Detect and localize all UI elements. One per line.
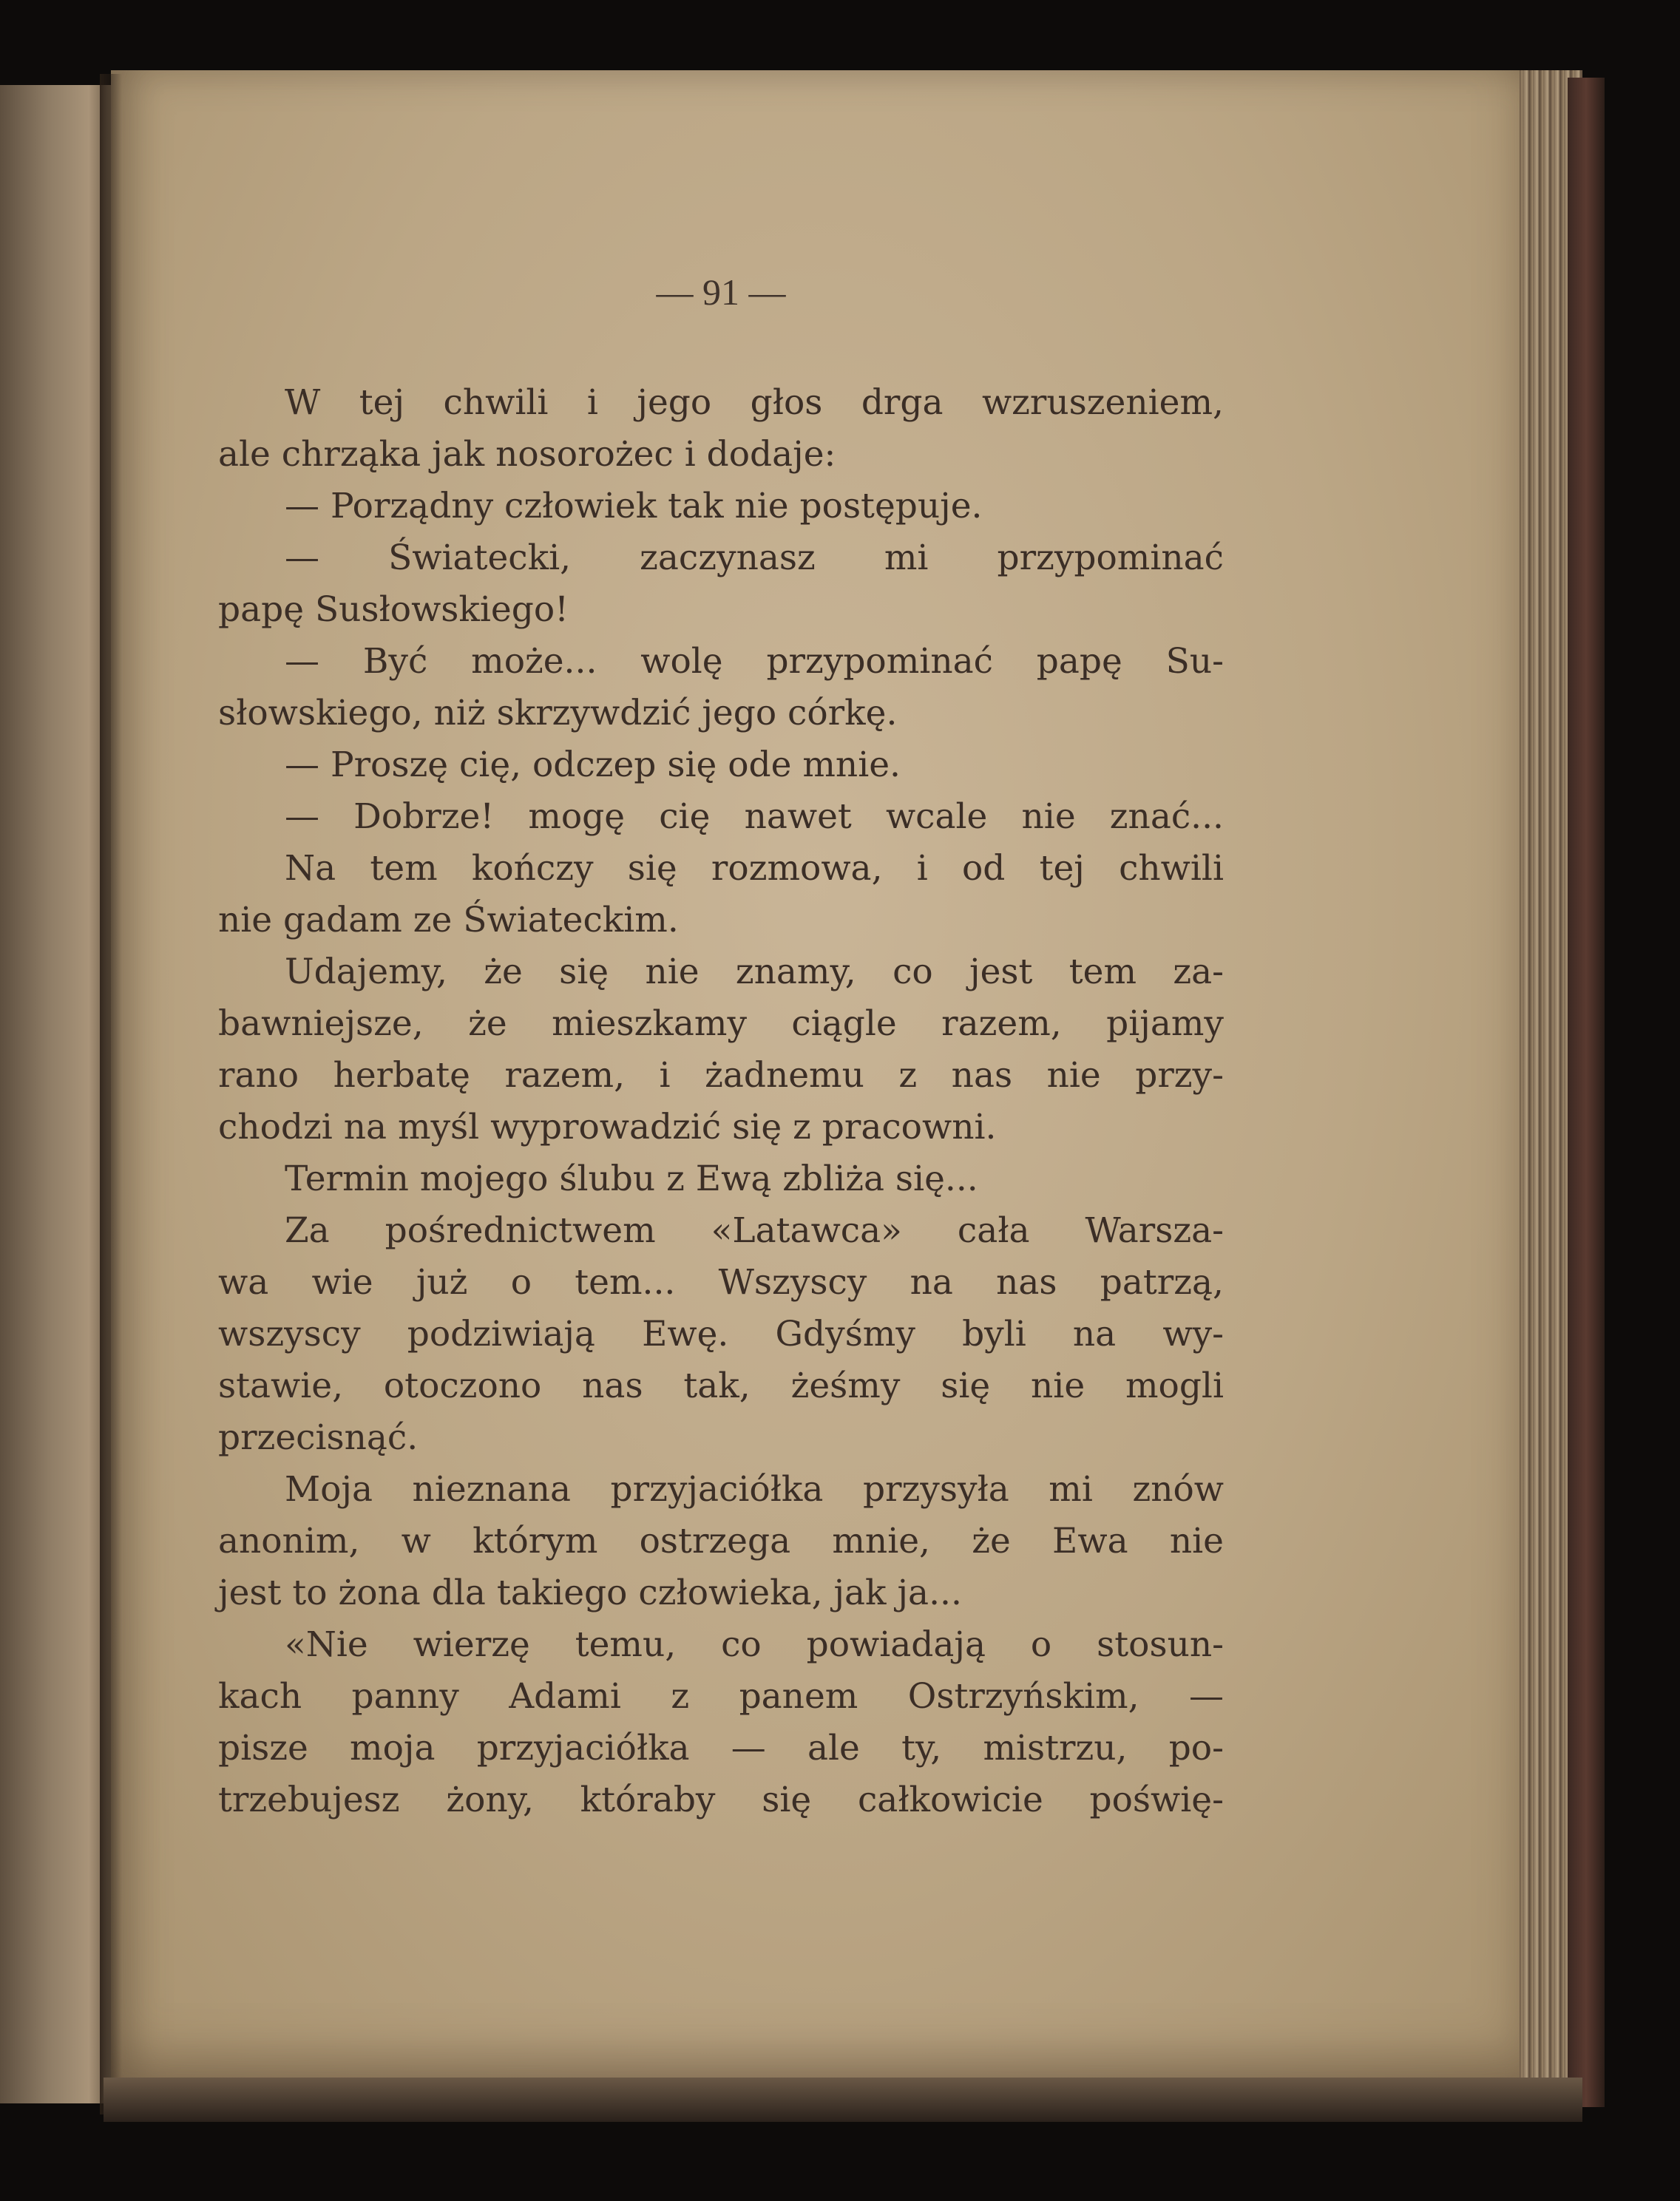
- text-line: przecisnąć.: [218, 1417, 419, 1458]
- text-line: pisze moja przyjaciółka — ale ty, mistrzu, po-: [218, 1728, 1224, 1768]
- text-line: Za pośrednictwem «Latawca» cała Warsza-: [285, 1210, 1224, 1251]
- text-line: — Proszę cię, odczep się ode mnie.: [285, 745, 901, 785]
- text-line: — Porządny człowiek tak nie postępuje.: [285, 486, 983, 526]
- gutter-shadow: [100, 74, 122, 2114]
- text-line: Moja nieznana przyjaciółka przysyła mi znów: [285, 1469, 1224, 1510]
- text-line: bawniejsze, że mieszkamy ciągle razem, pijamy: [218, 1003, 1224, 1044]
- text-line: Termin mojego ślubu z Ewą zbliża się...: [285, 1159, 978, 1199]
- text-line: rano herbatę razem, i żadnemu z nas nie przy-: [218, 1055, 1224, 1096]
- text-line: — Światecki, zaczynasz mi przypominać: [285, 537, 1224, 578]
- text-line: Na tem kończy się rozmowa, i od tej chwili: [285, 848, 1224, 889]
- text-line: jest to żona dla takiego człowieka, jak ja...: [218, 1573, 962, 1613]
- text-line: słowskiego, niż skrzywdzić jego córkę.: [218, 693, 898, 733]
- text-line: chodzi na myśl wyprowadzić się z pracowni.: [218, 1107, 997, 1147]
- text-line: Udajemy, że się nie znamy, co jest tem za-: [285, 952, 1224, 992]
- text-line: W tej chwili i jego głos drga wzruszeniem,: [285, 382, 1224, 423]
- facing-page-edge: [0, 85, 111, 2103]
- text-lines: [218, 377, 1224, 1826]
- page-number: — 91 —: [656, 271, 786, 313]
- text-line: anonim, w którym ostrzega mnie, że Ewa nie: [218, 1521, 1224, 1561]
- book-cover-edge: [1568, 78, 1605, 2107]
- text-line: papę Susłowskiego!: [218, 589, 569, 630]
- text-line: «Nie wierzę temu, co powiadają o stosun-: [285, 1624, 1224, 1665]
- text-line: — Dobrze! mogę cię nawet wcale nie znać...: [285, 796, 1224, 837]
- text-line: wa wie już o tem... Wszyscy na nas patrzą,: [218, 1262, 1224, 1303]
- text-line: kach panny Adami z panem Ostrzyńskim, —: [218, 1676, 1224, 1717]
- text-line: ale chrząka jak nosorożec i dodaje:: [218, 434, 836, 475]
- text-line: trzebujesz żony, któraby się całkowicie poświę-: [218, 1780, 1224, 1820]
- text-line: stawie, otoczono nas tak, żeśmy się nie mogli: [218, 1366, 1224, 1406]
- bottom-edge: [104, 2078, 1582, 2122]
- text-line: wszyscy podziwiają Ewę. Gdyśmy byli na wy-: [218, 1314, 1224, 1354]
- text-line: nie gadam ze Świateckim.: [218, 900, 679, 940]
- text-line: — Być może... wolę przypominać papę Su-: [285, 641, 1224, 682]
